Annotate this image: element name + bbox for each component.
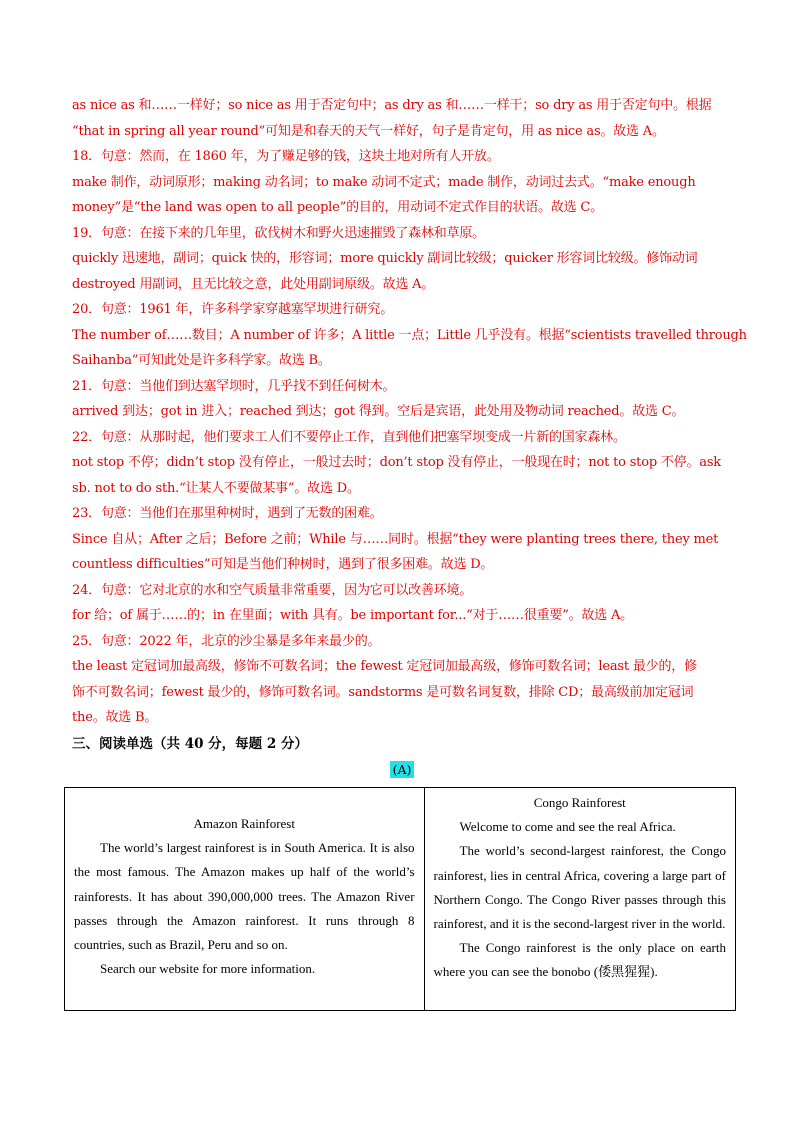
passage-label-wrap bbox=[72, 757, 732, 781]
section-title: 三、阅读单选（共 40 分，每题 2 分） bbox=[72, 735, 308, 752]
passage-label: (A) bbox=[390, 761, 415, 778]
explanation-line: quickly 迅速地，副词；quick 快的，形容词；more quickly 副词比较级；quicker 形容词比较级。修饰动词 bbox=[72, 251, 698, 266]
explanation-line: as nice as 和……一样好；so nice as 用于否定句中；as dry as 和……一样干；so dry as 用于否定句中。根据 bbox=[72, 98, 712, 113]
explanation-line: 22．句意：从那时起，他们要求工人们不要停止工作，直到他们把塞罕坝变成一片新的国家森林。 bbox=[72, 429, 626, 445]
amazon-paragraph: The world’s largest rainforest is in South America. It is also the most famous. The Amazon makes up half of the world’s rainforests. It has about 390,000,000 trees. The Amazon River passes through the Amazon rainforest. It runs through 8 countries, such as Brazil, Peru and so on. bbox=[74, 840, 415, 953]
congo-title: Congo Rainforest bbox=[533, 795, 626, 810]
explanation-line: 23．句意：当他们在那里种树时，遇到了无数的困难。 bbox=[72, 506, 383, 521]
amazon-ad bbox=[65, 788, 425, 1011]
amazon-website-note: Search our website for more information. bbox=[100, 961, 316, 977]
congo-bonobo-paragraph: The Congo rainforest is the only place on earth where you can see the bonobo (倭黑猩猩). bbox=[433, 940, 726, 980]
explanation-line: the least 定冠词加最高级，修饰不可数名词；the fewest 定冠词加最高级，修饰可数名词；least 最少的，修 bbox=[72, 659, 697, 674]
explanation-line: Saihanba”可知此处是许多科学家。故选 B。 bbox=[72, 353, 331, 368]
explanation-line: the。故选 B。 bbox=[72, 710, 158, 725]
explanation-line: 20．句意：1961 年，许多科学家穿越塞罕坝进行研究。 bbox=[72, 302, 394, 317]
explanation-line: money”是“the land was open to all people”的目的，用动词不定式作目的状语。故选 C。 bbox=[72, 200, 603, 215]
explanation-line: 饰不可数名词；fewest 最少的，修饰可数名词。sandstorms 是可数名词复数，排除 CD；最高级前加定冠词 bbox=[72, 684, 694, 700]
explanation-line: “that in spring all year round”可知是和春天的天气一样好，句子是肯定句，用 as nice as。故选 A。 bbox=[72, 123, 665, 139]
explanation-line: arrived 到达；got in 进入；reached 到达；got 得到。空后是宾语，此处用及物动词 reached。故选 C。 bbox=[72, 404, 685, 419]
explanation-line: make 制作，动词原形；making 动名词；to make 动词不定式；made 制作，动词过去式。“make enough bbox=[72, 174, 696, 190]
congo-paragraph: The world’s second-largest rainforest, the Congo rainforest, lies in central Africa, covering a large part of Northern Congo. The Congo River passes through this rainforest, and it is the second-largest river in the world. bbox=[433, 843, 726, 932]
explanation-line: sb. not to do sth.“让某人不要做某事”。故选 D。 bbox=[72, 480, 360, 496]
explanation-line: 19．句意：在接下来的几年里，砍伐树木和野火迅速摧毁了森林和草原。 bbox=[72, 225, 485, 241]
amazon-title: Amazon Rainforest bbox=[193, 816, 295, 831]
explanation-line: for 给；of 属于……的；in 在里面；with 具有。be important for...“对于……很重要”。故选 A。 bbox=[72, 608, 633, 623]
explanation-line: The number of……数目；A number of 许多；A little 一点；Little 几乎没有。根据“scientists travelled through bbox=[72, 327, 747, 343]
explanation-line: Since 自从；After 之后；Before 之前；While 与……同时。根据“they were planting trees there, they met bbox=[72, 531, 719, 547]
explanation-line: 25．句意：2022 年，北京的沙尘暴是多年来最少的。 bbox=[72, 633, 381, 649]
explanation-line: 18．句意：然而，在 1860 年，为了赚足够的钱，这块土地对所有人开放。 bbox=[72, 149, 500, 164]
explanation-line: not stop 不停；didn’t stop 没有停止，一般过去时；don’t stop 没有停止，一般现在时；not to stop 不停。ask bbox=[72, 455, 721, 470]
explanation-line: destroyed 用副词，且无比较之意，此处用副词原级。故选 A。 bbox=[72, 276, 435, 292]
answer-explanations bbox=[72, 93, 747, 781]
explanation-line: 21．句意：当他们到达塞罕坝时，几乎找不到任何树木。 bbox=[72, 378, 396, 394]
congo-welcome: Welcome to come and see the real Africa. bbox=[459, 819, 676, 835]
explanation-line: countless difficulties”可知是当他们种树时，遇到了很多困难。故选 D。 bbox=[72, 557, 494, 572]
rainforest-ads-table bbox=[64, 787, 736, 1011]
explanation-line: 24．句意：它对北京的水和空气质量非常重要，因为它可以改善环境。 bbox=[72, 582, 473, 598]
congo-ad bbox=[424, 788, 735, 1011]
